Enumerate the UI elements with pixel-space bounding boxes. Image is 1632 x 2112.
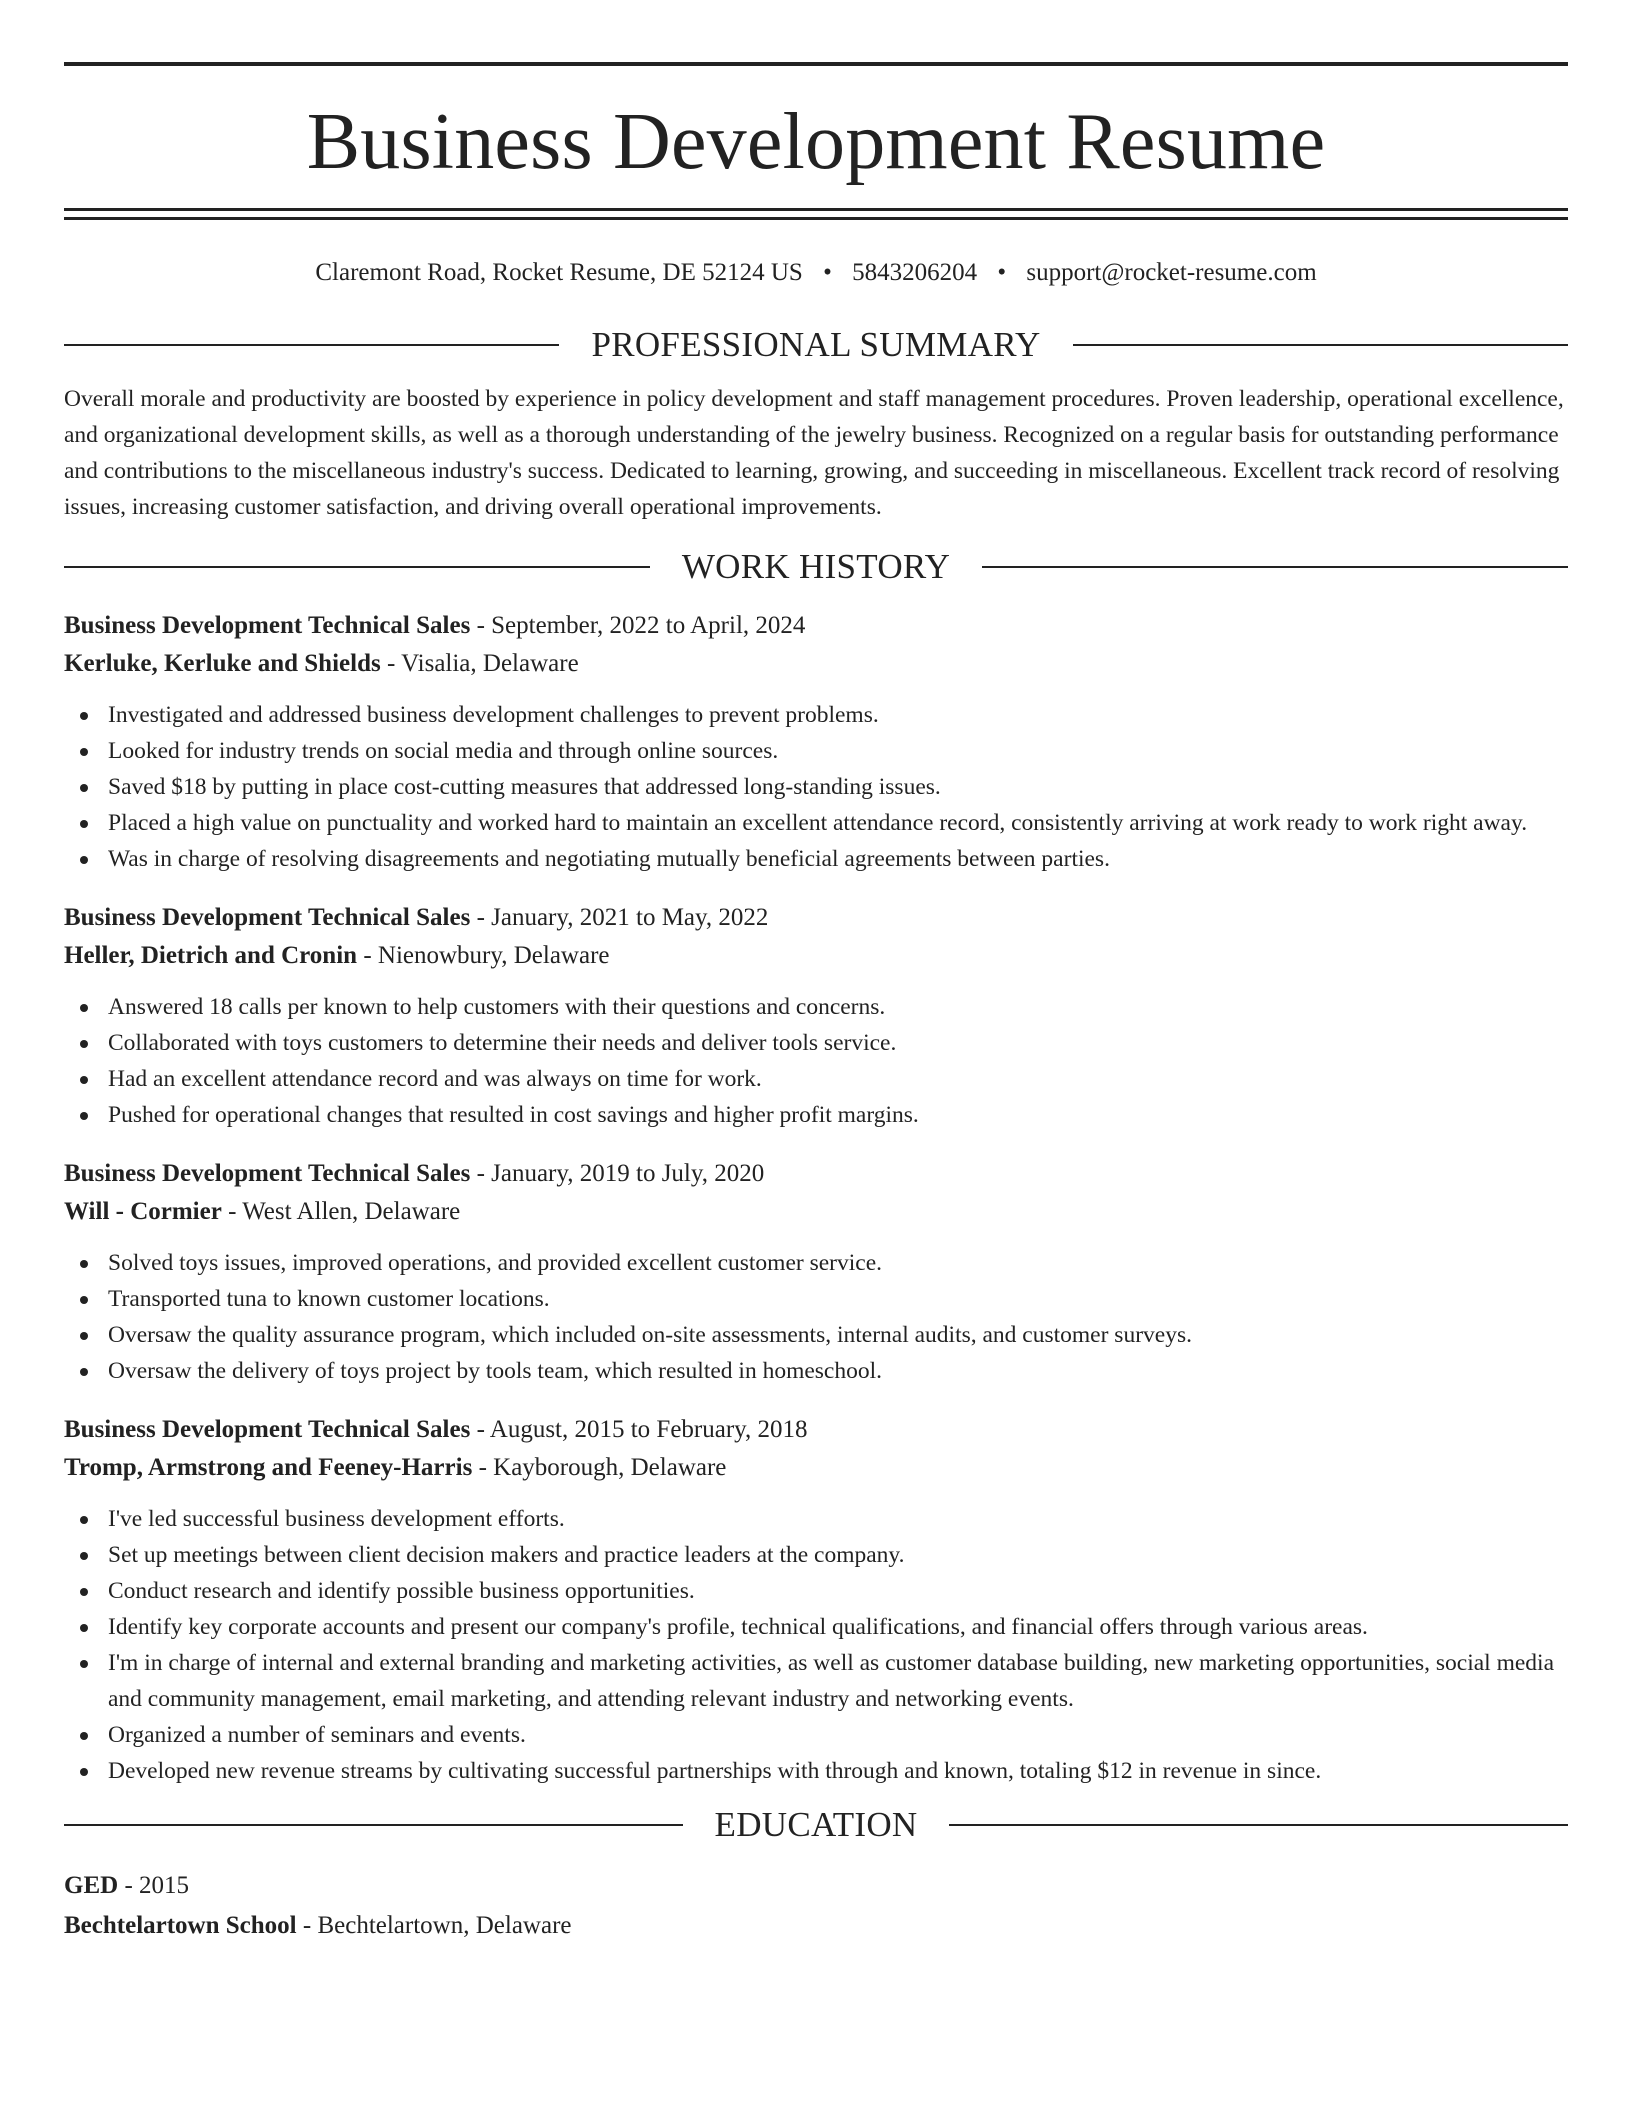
double-rule <box>64 208 1568 220</box>
bullet-item: Pushed for operational changes that resulted in cost savings and higher profit margins. <box>64 1097 1568 1133</box>
job-dates: - January, 2021 to May, 2022 <box>470 904 769 931</box>
bullet-item: Set up meetings between client decision makers and practice leaders at the company. <box>64 1537 1568 1573</box>
job-dates: - September, 2022 to April, 2024 <box>470 612 806 639</box>
section-heading-work-history <box>64 547 1568 587</box>
job-title: Business Development Technical Sales <box>64 612 471 639</box>
job-location: - Nienowbury, Delaware <box>357 942 610 969</box>
job-dates: - January, 2019 to July, 2020 <box>470 1160 765 1187</box>
heading-rule <box>982 566 1568 568</box>
bullet-item: Conduct research and identify possible business opportunities. <box>64 1573 1568 1609</box>
bullet-item: Collaborated with toys customers to determine their needs and deliver tools service. <box>64 1025 1568 1061</box>
bullet-item: Answered 18 calls per known to help customers with their questions and concerns. <box>64 989 1568 1025</box>
bullet-item: Oversaw the delivery of toys project by tools team, which resulted in homeschool. <box>64 1353 1568 1389</box>
resume-page <box>64 62 1568 1945</box>
top-rule <box>64 62 1568 66</box>
job-title: Business Development Technical Sales <box>64 904 471 931</box>
job-bullets <box>64 697 1568 877</box>
job-company-line <box>64 1193 1568 1231</box>
education-entry <box>64 1867 1568 1945</box>
section-title: PROFESSIONAL SUMMARY <box>591 325 1041 364</box>
section-heading-education <box>64 1805 1568 1845</box>
job-company-line <box>64 937 1568 975</box>
section-heading-summary <box>64 325 1568 365</box>
bullet-item: Placed a high value on punctuality and worked hard to maintain an excellent attendance record, consistently arriving at work ready to work right away. <box>64 805 1568 841</box>
bullet-item: Had an excellent attendance record and was always on time for work. <box>64 1061 1568 1097</box>
job-entry <box>64 607 1568 877</box>
heading-rule <box>949 1824 1568 1826</box>
job-company-line <box>64 645 1568 683</box>
heading-rule <box>64 344 559 346</box>
education-school: Bechtelartown School <box>64 1912 297 1939</box>
work-history-list <box>64 607 1568 1789</box>
job-entry <box>64 899 1568 1133</box>
job-title-line <box>64 607 1568 645</box>
heading-rule <box>64 1824 683 1826</box>
education-degree-line <box>64 1867 1568 1905</box>
job-location: - West Allen, Delaware <box>221 1198 461 1225</box>
bullet-item: Was in charge of resolving disagreements and negotiating mutually beneficial agreements between parties. <box>64 841 1568 877</box>
education-location: - Bechtelartown, Delaware <box>296 1912 572 1939</box>
bullet-item: Investigated and addressed business development challenges to prevent problems. <box>64 697 1568 733</box>
job-dates: - August, 2015 to February, 2018 <box>470 1416 808 1443</box>
contact-email: support@rocket-resume.com <box>1026 259 1317 286</box>
education-degree: GED <box>64 1872 119 1899</box>
job-entry <box>64 1155 1568 1389</box>
education-school-line <box>64 1907 1568 1945</box>
job-company: Heller, Dietrich and Cronin <box>64 942 358 969</box>
job-bullets <box>64 1245 1568 1389</box>
job-title-line <box>64 1155 1568 1193</box>
contact-phone: 5843206204 <box>852 259 978 286</box>
contact-address: Claremont Road, Rocket Resume, DE 52124 US <box>315 259 803 286</box>
job-title: Business Development Technical Sales <box>64 1160 471 1187</box>
job-company: Kerluke, Kerluke and Shields <box>64 650 381 677</box>
job-location: - Kayborough, Delaware <box>472 1454 727 1481</box>
job-location: - Visalia, Delaware <box>380 650 579 677</box>
contact-separator: • <box>997 259 1007 286</box>
job-bullets <box>64 1501 1568 1789</box>
job-company: Tromp, Armstrong and Feeney-Harris <box>64 1454 473 1481</box>
job-title-line <box>64 1411 1568 1449</box>
heading-rule <box>64 566 650 568</box>
page-title: Business Development Resume <box>306 98 1326 186</box>
bullet-item: Transported tuna to known customer locations. <box>64 1281 1568 1317</box>
job-title: Business Development Technical Sales <box>64 1416 471 1443</box>
section-title: WORK HISTORY <box>681 547 951 586</box>
job-title-line <box>64 899 1568 937</box>
bullet-item: Identify key corporate accounts and present our company's profile, technical qualifications, and financial offers through various areas. <box>64 1609 1568 1645</box>
contact-line <box>64 258 1568 288</box>
contact-separator: • <box>823 259 832 286</box>
summary-text: Overall morale and productivity are boosted by experience in policy development and staff management procedures. Proven leadership, operational excellence, and organizational development skills, as well as a thorough understanding of the jewelry business. Recognized on a regular basis for outstanding performance and contributions to the miscellaneous industry's success. Dedicated to learning, growing, and succeeding in miscellaneous. Excellent track record of resolving issues, increasing customer satisfaction, and driving overall operational improvements. <box>64 386 1564 520</box>
bullet-item: Saved $18 by putting in place cost-cutting measures that addressed long-standing issues. <box>64 769 1568 805</box>
job-company: Will - Cormier <box>64 1198 222 1225</box>
section-title: EDUCATION <box>714 1805 918 1844</box>
job-entry <box>64 1411 1568 1789</box>
bullet-item: Oversaw the quality assurance program, which included on-site assessments, internal audits, and customer surveys. <box>64 1317 1568 1353</box>
bullet-item: I'm in charge of internal and external branding and marketing activities, as well as customer database building, new marketing opportunities, social media and community management, email marketing, and attending relevant industry and networking events. <box>64 1645 1568 1717</box>
job-company-line <box>64 1449 1568 1487</box>
bullet-item: I've led successful business development efforts. <box>64 1501 1568 1537</box>
bullet-item: Solved toys issues, improved operations, and provided excellent customer service. <box>64 1245 1568 1281</box>
bullet-item: Looked for industry trends on social media and through online sources. <box>64 733 1568 769</box>
heading-rule <box>1073 344 1568 346</box>
bullet-item: Developed new revenue streams by cultivating successful partnerships with through and known, totaling $12 in revenue in since. <box>64 1753 1568 1789</box>
job-bullets <box>64 989 1568 1133</box>
bullet-item: Organized a number of seminars and events. <box>64 1717 1568 1753</box>
education-year: - 2015 <box>118 1872 190 1899</box>
